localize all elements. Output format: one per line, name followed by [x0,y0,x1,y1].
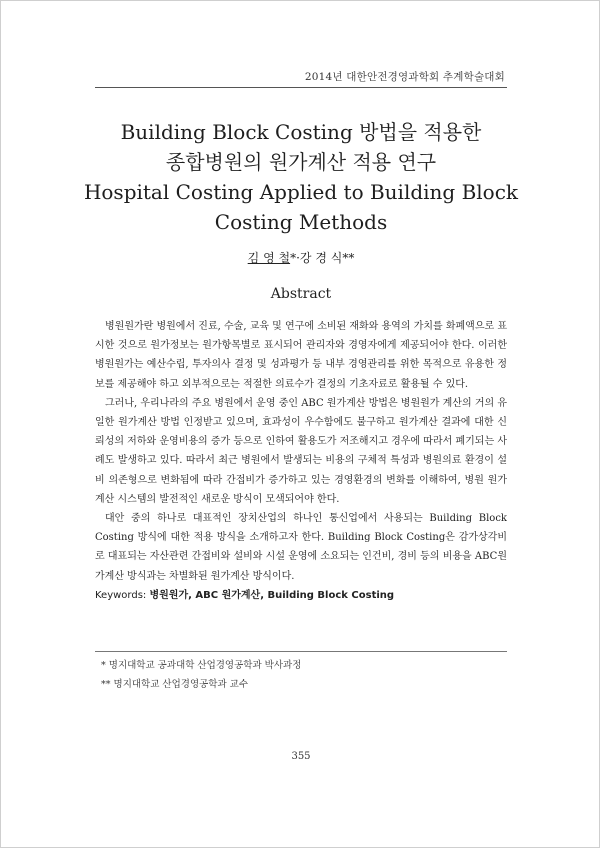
title-line-english-2: Costing Methods [214,210,388,234]
footnotes [101,656,301,694]
keywords-label: Keywords: [95,589,150,601]
title-line-english-1: Hospital Costing Applied to Building Block [83,180,519,204]
author-separator: · [296,251,300,265]
footnote-1: * 명지대학교 공과대학 산업경영공학과 박사과정 [101,660,302,671]
author-2-mark: ** [342,251,355,265]
footnote-rule [95,651,507,652]
abstract-paragraph-3: 대안 중의 하나로 대표적인 장치산업의 하나인 통신업에서 사용되는 Building Block Costing 방식에 대한 적용 방식을 소개하고자 한다. Building Block Costing은 감가상각비로 대표되는 자산관련 간접비와 설비와 시설 운영에 소요되는 인건비, 경비 등의 비용을 ABC원가계산 방식과는 차별화된 원가계산 방식이다. [95,513,507,582]
abstract-paragraph-2: 그러나, 우리나라의 주요 병원에서 운영 중인 ABC 원가계산 방법은 병원원가 계산의 거의 유일한 원가계산 방법 인정받고 있으며, 효과성이 우수함에도 불구하고 원가계산 결과에 대한 신뢰성의 저하와 운영비용의 증가 등으로 인하여 활용도가 저조해지고 경우에 따라서 폐기되는 사례도 발생하고 있다. 따라서 최근 병원에서 발생되는 비용의 구체적 특성과 병원의료 환경이 설비 의존형으로 변화됨에 따라 간접비가 증가하고 있는 경영환경의 변화를 이해하여, 병원 원가계산 시스템의 발전적인 새로운 방식이 모색되어야 한다. [95,397,507,505]
author-1-mark: * [290,251,297,265]
title-line-korean-1: Building Block Costing 방법을 적용한 [120,120,482,144]
running-header: 2014년 대한안전경영과학회 추계학술대회 [304,71,505,83]
abstract-body [95,317,507,604]
author-line [1,249,600,266]
abstract-paragraph-1: 병원원가란 병원에서 진료, 수술, 교육 및 연구에 소비된 재화와 용역의 가치를 화폐액으로 표시한 것으로 원가정보는 원가항목별로 표시되어 관리자와 경영자에게 제공되어야 한다. 이러한 병원원가는 예산수립, 투자의사 결정 및 성과평가 등 내부 경영관리를 위한 목적으로 유용한 정보를 제공해야 하고 외부적으로는 적절한 의료수가 결정의 기초자료로 활용될 수 있다. [95,321,507,390]
keywords [95,588,507,604]
page-number: 355 [291,751,311,762]
title-line-korean-2: 종합병원의 원가계산 적용 연구 [165,150,437,174]
footnote-2: ** 명지대학교 산업경영공학과 교수 [101,679,249,690]
header-rule [95,87,507,88]
author-2-name: 강 경 식 [299,251,343,265]
keywords-values: 병원원가, ABC 원가계산, Building Block Costing [149,589,395,601]
abstract-heading: Abstract [270,286,332,302]
author-1-name: 김 영 철 [247,251,291,265]
paper-title [71,117,531,237]
